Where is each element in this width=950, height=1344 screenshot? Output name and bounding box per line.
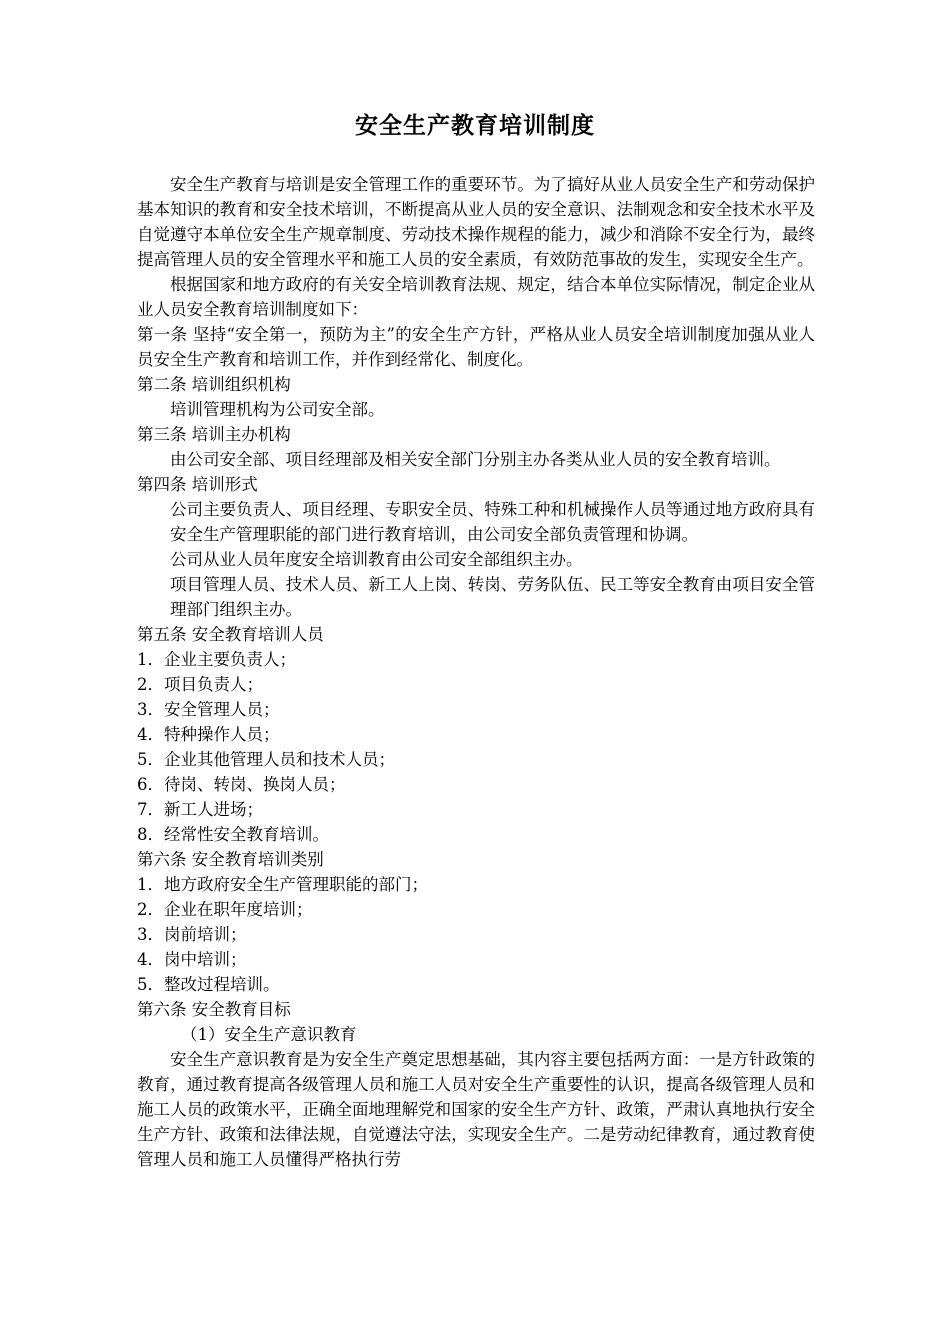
paragraph: 8．经常性安全教育培训。 bbox=[137, 825, 329, 844]
paragraph: 第一条 坚持“安全第一，预防为主”的安全生产方针，严格从业人员安全培训制度加强从业人员安全生产教育和培训工作，并作到经常化、制度化。 bbox=[137, 325, 815, 369]
paragraph: 6．待岗、转岗、换岗人员； bbox=[137, 775, 346, 794]
paragraph: 第六条 安全教育目标 bbox=[137, 1000, 291, 1019]
document-body bbox=[137, 172, 815, 1172]
paragraph: 3．安全管理人员； bbox=[137, 700, 280, 719]
paragraph: 7．新工人进场； bbox=[137, 800, 263, 819]
paragraph: 1．企业主要负责人； bbox=[137, 650, 296, 669]
paragraph: 4．特种操作人员； bbox=[137, 725, 280, 744]
paragraph: 安全生产意识教育是为安全生产奠定思想基础，其内容主要包括两方面：一是方针政策的教育，通过教育提高各级管理人员和施工人员对安全生产重要性的认识，提高各级管理人员和施工人员的政策水平，正确全面地理解党和国家的安全生产方针、政策，严肃认真地执行安全生产方针、政策和法律法规，自觉遵法守法，实现安全生产。二是劳动纪律教育，通过教育使管理人员和施工人员懂得严格执行劳 bbox=[137, 1050, 815, 1169]
paragraph: 2．企业在职年度培训； bbox=[137, 900, 313, 919]
paragraph: 第六条 安全教育培训类别 bbox=[137, 850, 324, 869]
paragraph: 1．地方政府安全生产管理职能的部门； bbox=[137, 875, 428, 894]
paragraph: 第四条 培训形式 bbox=[137, 475, 258, 494]
document-title: 安全生产教育培训制度 bbox=[355, 112, 595, 139]
paragraph: 根据国家和地方政府的有关安全培训教育法规、规定，结合本单位实际情况，制定企业从业人员安全教育培训制度如下： bbox=[137, 275, 815, 319]
paragraph: 4．岗中培训； bbox=[137, 950, 247, 969]
paragraph: 项目管理人员、技术人员、新工人上岗、转岗、劳务队伍、民工等安全教育由项目安全管理部门组织主办。 bbox=[170, 575, 815, 619]
paragraph: （1）安全生产意识教育 bbox=[181, 1025, 357, 1044]
paragraph: 公司主要负责人、项目经理、专职安全员、特殊工种和机械操作人员等通过地方政府具有安全生产管理职能的部门进行教育培训，由公司安全部负责管理和协调。 bbox=[170, 500, 815, 544]
paragraph: 第二条 培训组织机构 bbox=[137, 375, 291, 394]
paragraph: 安全生产教育与培训是安全管理工作的重要环节。为了搞好从业人员安全生产和劳动保护基本知识的教育和安全技术培训，不断提高从业人员的安全意识、法制观念和安全技术水平及自觉遵守本单位安全生产规章制度、劳动技术操作规程的能力，减少和消除不安全行为，最终提高管理人员的安全管理水平和施工人员的安全素质，有效防范事故的发生，实现安全生产。 bbox=[137, 175, 815, 269]
paragraph: 第五条 安全教育培训人员 bbox=[137, 625, 324, 644]
paragraph: 由公司安全部、项目经理部及相关安全部门分别主办各类从业人员的安全教育培训。 bbox=[170, 450, 781, 469]
paragraph: 3．岗前培训； bbox=[137, 925, 247, 944]
paragraph: 5．整改过程培训。 bbox=[137, 975, 280, 994]
paragraph: 5．企业其他管理人员和技术人员； bbox=[137, 750, 395, 769]
paragraph: 第三条 培训主办机构 bbox=[137, 425, 291, 444]
paragraph: 公司从业人员年度安全培训教育由公司安全部组织主办。 bbox=[170, 550, 583, 569]
paragraph: 2．项目负责人； bbox=[137, 675, 263, 694]
paragraph: 培训管理机构为公司安全部。 bbox=[170, 400, 385, 419]
